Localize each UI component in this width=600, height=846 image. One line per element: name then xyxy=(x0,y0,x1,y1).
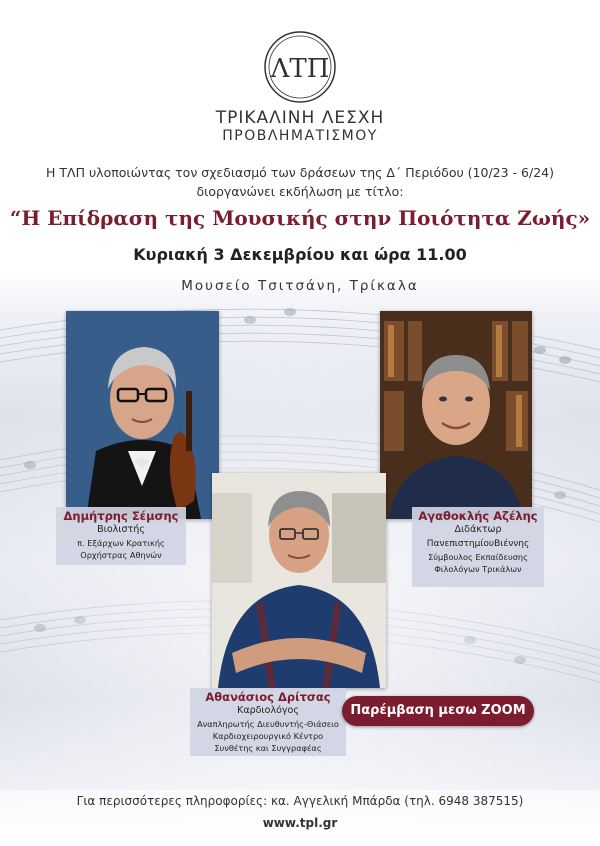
speaker-detail-right-1: ΠανεπιστημίουΒιέννης xyxy=(426,539,530,549)
speaker-role-left: Βιολιστής xyxy=(97,524,145,535)
speaker-detail-center-2: Καρδιοχειρουργικό Κέντρο xyxy=(212,731,324,741)
event-title: “Η Επίδραση της Μουσικής στην Ποιότητα Ζωής» xyxy=(9,206,591,230)
website-link[interactable]: www.tpl.gr xyxy=(262,816,338,830)
tpl-logo-icon xyxy=(263,30,337,104)
intro-line2: διοργανώνει εκδήλωση με τίτλο: xyxy=(196,184,404,199)
speaker-photo-center xyxy=(212,473,386,688)
organization-name-line2: ΠΡΟΒΛΗΜΑΤΙΣΜΟΥ xyxy=(222,128,378,144)
organization-name-line1: ΤΡΙΚΑΛΙΝΗ ΛΕΣΧΗ xyxy=(215,108,385,128)
intro-line1: Η ΤΛΠ υλοποιώντας τον σχεδιασμό των δράσεων της Δ΄ Περιόδου (10/23 - 6/24) xyxy=(46,165,554,180)
speaker-caption-left xyxy=(56,507,186,565)
event-venue: Μουσείο Τσιτσάνη, Τρίκαλα xyxy=(181,278,419,294)
speaker-photo-right xyxy=(380,311,532,519)
speaker-detail-left-2: Ορχήστρας Αθηνών xyxy=(80,550,162,560)
speaker-caption-right xyxy=(412,507,544,587)
speaker-detail-center-1: Αναπληρωτής Διευθυντής-Θιάσειο xyxy=(197,719,339,729)
speaker-detail-left-1: π. Εξάρχων Κρατικής xyxy=(77,538,165,548)
speaker-detail-right-2: Σύμβουλος Εκπαίδευσης xyxy=(428,552,528,562)
speaker-detail-right-3: Φιλολόγων Τρικάλων xyxy=(434,564,522,574)
event-date: Κυριακή 3 Δεκεμβρίου και ώρα 11.00 xyxy=(133,245,467,264)
speaker-name-left: Δημήτρης Σέμσης xyxy=(63,509,179,523)
speaker-name-center: Αθανάσιος Δρίτσας xyxy=(205,690,331,704)
speaker-name-right: Αγαθοκλής Αζέλης xyxy=(418,509,538,523)
speaker-role-right: Διδάκτωρ xyxy=(454,524,502,535)
speaker-photo-left xyxy=(66,311,219,519)
zoom-badge: Παρέμβαση μεσω ZOOM xyxy=(342,696,534,726)
speaker-role-center: Καρδιολόγος xyxy=(237,705,299,716)
contact-info: Για περισσότερες πληροφορίες: κα. Αγγελική Μπάρδα (τηλ. 6948 387515) xyxy=(76,794,524,808)
speaker-detail-center-3: Συνθέτης και Συγγραφέας xyxy=(214,743,322,753)
svg-text:ΛΤΠ: ΛΤΠ xyxy=(270,54,330,84)
speaker-caption-center xyxy=(190,688,346,756)
